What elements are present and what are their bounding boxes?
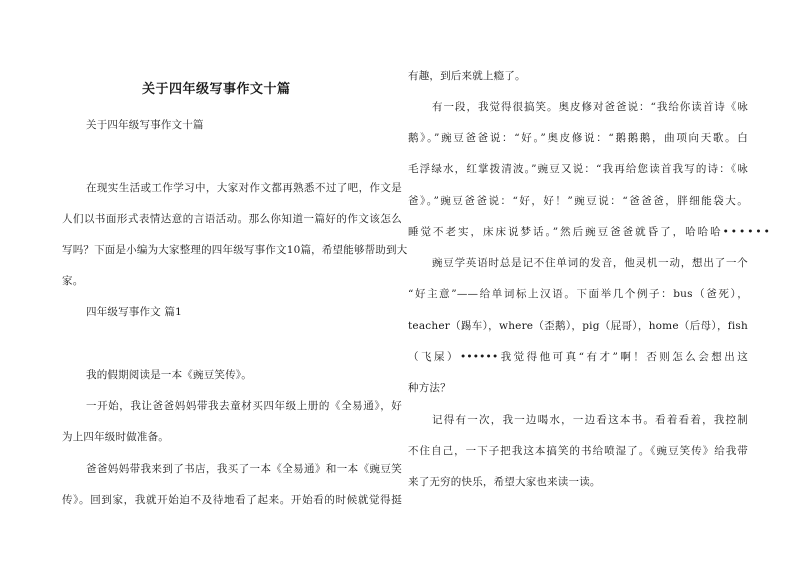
body-line: 传》。回到家，我就开始迫不及待地看了起来。开始看的时候就觉得挺 <box>62 494 402 506</box>
intro-line: 在现实生活或工作学习中，大家对作文都再熟悉不过了吧，作文是 <box>86 182 402 194</box>
body-line: 鹅》。”豌豆爸爸说：“好。”奥皮修说：“鹅鹅鹅，曲项向天歌。白 <box>408 132 748 144</box>
body-line: 毛浮绿水，红掌拨清波。”豌豆又说：“我再给您读首我写的诗：《咏 <box>408 163 748 175</box>
body-line: “好主意”——给单词标上汉语。下面举几个例子：bus（爸死）， <box>408 288 748 300</box>
body-line: 不住自己，一下子把我这本搞笑的书给喷湿了。《豌豆笑传》给我带 <box>408 445 748 457</box>
intro-line: 家。 <box>62 275 84 287</box>
intro-line: 人们以书面形式表情达意的言语活动。那么你知道一篇好的作文该怎么 <box>62 213 402 225</box>
body-line: 睡觉不老实，床床说梦话。”然后豌豆爸爸就昏了，哈哈哈•••••• <box>408 226 772 238</box>
body-line: 爸》。”豌豆爸爸说：“好，好！”豌豆说：“爸爸爸，胖细能袋大。 <box>408 195 748 207</box>
body-line: 有趣，到后来就上瘾了。 <box>408 70 526 82</box>
body-line: （飞屎）••••••我觉得他可真“有才”啊！否则怎么会想出这 <box>408 351 748 363</box>
body-line: 种方法？ <box>408 382 451 394</box>
body-line: 爸爸妈妈带我来到了书店，我买了一本《全易通》和一本《豌豆笑 <box>86 463 402 475</box>
body-line: teacher（踢车），where（歪鹅），pig（屁哥），home（后母），fish <box>408 320 748 332</box>
body-line: 来了无穷的快乐，希望大家也来读一读。 <box>408 476 601 488</box>
body-line: 一开始，我让爸爸妈妈带我去童材买四年级上册的《全易通》，好 <box>86 400 402 412</box>
document-subtitle: 关于四年级写事作文十篇 <box>86 119 204 131</box>
body-line: 我的假期阅读是一本《豌豆笑传》。 <box>86 369 252 381</box>
section-heading: 四年级写事作文 篇1 <box>86 306 183 318</box>
body-line: 为上四年级时做准备。 <box>62 431 169 443</box>
body-line: 有一段，我觉得很搞笑。奥皮修对爸爸说：“我给你读首诗《咏 <box>432 101 748 113</box>
intro-line: 写吗？下面是小编为大家整理的四年级写事作文10篇，希望能够帮助到大 <box>62 244 408 256</box>
document-title: 关于四年级写事作文十篇 <box>142 82 291 97</box>
body-line: 豌豆学英语时总是记不住单词的发音，他灵机一动，想出了一个 <box>432 257 748 269</box>
body-line: 记得有一次，我一边喝水，一边看这本书。看着看着，我控制 <box>432 414 748 426</box>
